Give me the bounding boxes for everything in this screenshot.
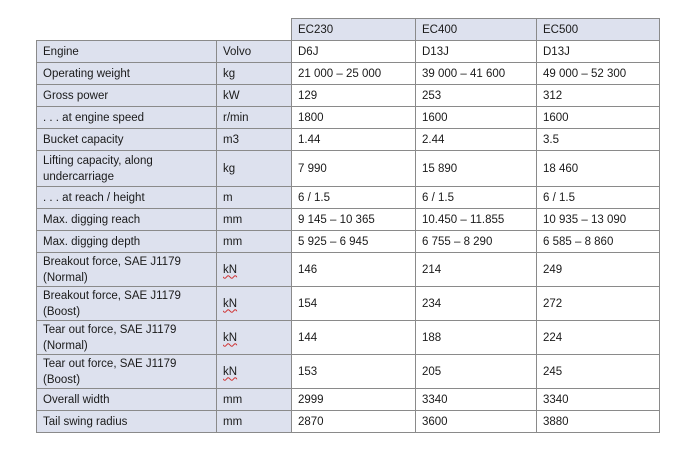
unit-text: mm (223, 213, 243, 226)
row-label: Tear out force, SAE J1179 (Boost) (37, 355, 217, 389)
table-row (37, 107, 660, 129)
value-cell: 154 (292, 287, 416, 321)
row-label: Breakout force, SAE J1179 (Boost) (37, 287, 217, 321)
table-row (37, 209, 660, 231)
table-row (37, 253, 660, 287)
value-cell: 234 (416, 287, 537, 321)
row-label: Gross power (37, 85, 217, 107)
row-label: Max. digging depth (37, 231, 217, 253)
table-row (37, 231, 660, 253)
row-label: Operating weight (37, 63, 217, 85)
table-row (37, 85, 660, 107)
row-unit (217, 355, 292, 389)
table-row (37, 411, 660, 433)
row-label: Tail swing radius (37, 411, 217, 433)
value-cell: 1600 (537, 107, 660, 129)
row-unit (217, 187, 292, 209)
value-cell: 6 585 – 8 860 (537, 231, 660, 253)
row-unit (217, 321, 292, 355)
value-cell: 153 (292, 355, 416, 389)
model-header-ec230: EC230 (292, 19, 416, 41)
unit-text: m (223, 191, 233, 204)
unit-text: mm (223, 393, 243, 406)
unit-text: mm (223, 415, 243, 428)
header-blank-cell (217, 19, 292, 41)
model-header-ec500: EC500 (537, 19, 660, 41)
row-unit (217, 63, 292, 85)
row-label: Tear out force, SAE J1179 (Normal) (37, 321, 217, 355)
value-cell: 245 (537, 355, 660, 389)
table-row (37, 355, 660, 389)
value-cell: D6J (292, 41, 416, 63)
spec-table (36, 18, 660, 433)
value-cell: 10 935 – 13 090 (537, 209, 660, 231)
row-label: Max. digging reach (37, 209, 217, 231)
value-cell: 2999 (292, 389, 416, 411)
value-cell: 214 (416, 253, 537, 287)
value-cell: 205 (416, 355, 537, 389)
spec-table-body (37, 19, 660, 433)
unit-text: Volvo (223, 45, 252, 58)
value-cell: 249 (537, 253, 660, 287)
unit-text: kg (223, 162, 236, 175)
unit-text: kN (223, 297, 238, 310)
value-cell: 188 (416, 321, 537, 355)
value-cell: 1600 (416, 107, 537, 129)
value-cell: 3340 (416, 389, 537, 411)
row-unit (217, 209, 292, 231)
value-cell: 3880 (537, 411, 660, 433)
row-label: . . . at reach / height (37, 187, 217, 209)
value-cell: 253 (416, 85, 537, 107)
row-label: Overall width (37, 389, 217, 411)
unit-text: m3 (223, 133, 239, 146)
value-cell: 6 / 1.5 (416, 187, 537, 209)
table-row (37, 129, 660, 151)
value-cell: 15 890 (416, 151, 537, 187)
value-cell: 312 (537, 85, 660, 107)
row-unit (217, 129, 292, 151)
unit-text: kW (223, 89, 240, 102)
unit-text: r/min (223, 111, 249, 124)
unit-text: kN (223, 365, 238, 378)
table-row (37, 287, 660, 321)
value-cell: 3600 (416, 411, 537, 433)
row-unit (217, 85, 292, 107)
header-blank-cell (37, 19, 217, 41)
header-row (37, 19, 660, 41)
row-unit (217, 231, 292, 253)
model-header-ec400: EC400 (416, 19, 537, 41)
row-unit (217, 41, 292, 63)
table-row (37, 63, 660, 85)
unit-text: mm (223, 235, 243, 248)
value-cell: 7 990 (292, 151, 416, 187)
table-row (37, 187, 660, 209)
value-cell: 3.5 (537, 129, 660, 151)
value-cell: 3340 (537, 389, 660, 411)
row-unit (217, 389, 292, 411)
row-label: Lifting capacity, along undercarriage (37, 151, 217, 187)
unit-text: kN (223, 331, 238, 344)
row-unit (217, 151, 292, 187)
table-row (37, 321, 660, 355)
value-cell: D13J (537, 41, 660, 63)
value-cell: 6 / 1.5 (537, 187, 660, 209)
value-cell: 146 (292, 253, 416, 287)
value-cell: 10.450 – 11.855 (416, 209, 537, 231)
unit-text: kg (223, 67, 236, 80)
value-cell: 1800 (292, 107, 416, 129)
value-cell: 39 000 – 41 600 (416, 63, 537, 85)
row-unit (217, 107, 292, 129)
row-unit (217, 253, 292, 287)
value-cell: 129 (292, 85, 416, 107)
table-row (37, 389, 660, 411)
value-cell: 49 000 – 52 300 (537, 63, 660, 85)
value-cell: 272 (537, 287, 660, 321)
value-cell: 21 000 – 25 000 (292, 63, 416, 85)
value-cell: 18 460 (537, 151, 660, 187)
value-cell: 9 145 – 10 365 (292, 209, 416, 231)
value-cell: 6 755 – 8 290 (416, 231, 537, 253)
table-row (37, 41, 660, 63)
row-label: Bucket capacity (37, 129, 217, 151)
value-cell: D13J (416, 41, 537, 63)
row-unit (217, 287, 292, 321)
value-cell: 1.44 (292, 129, 416, 151)
row-label: . . . at engine speed (37, 107, 217, 129)
table-row (37, 151, 660, 187)
value-cell: 6 / 1.5 (292, 187, 416, 209)
row-label: Breakout force, SAE J1179 (Normal) (37, 253, 217, 287)
value-cell: 2.44 (416, 129, 537, 151)
value-cell: 224 (537, 321, 660, 355)
row-label: Engine (37, 41, 217, 63)
value-cell: 5 925 – 6 945 (292, 231, 416, 253)
value-cell: 2870 (292, 411, 416, 433)
unit-text: kN (223, 263, 238, 276)
row-unit (217, 411, 292, 433)
value-cell: 144 (292, 321, 416, 355)
